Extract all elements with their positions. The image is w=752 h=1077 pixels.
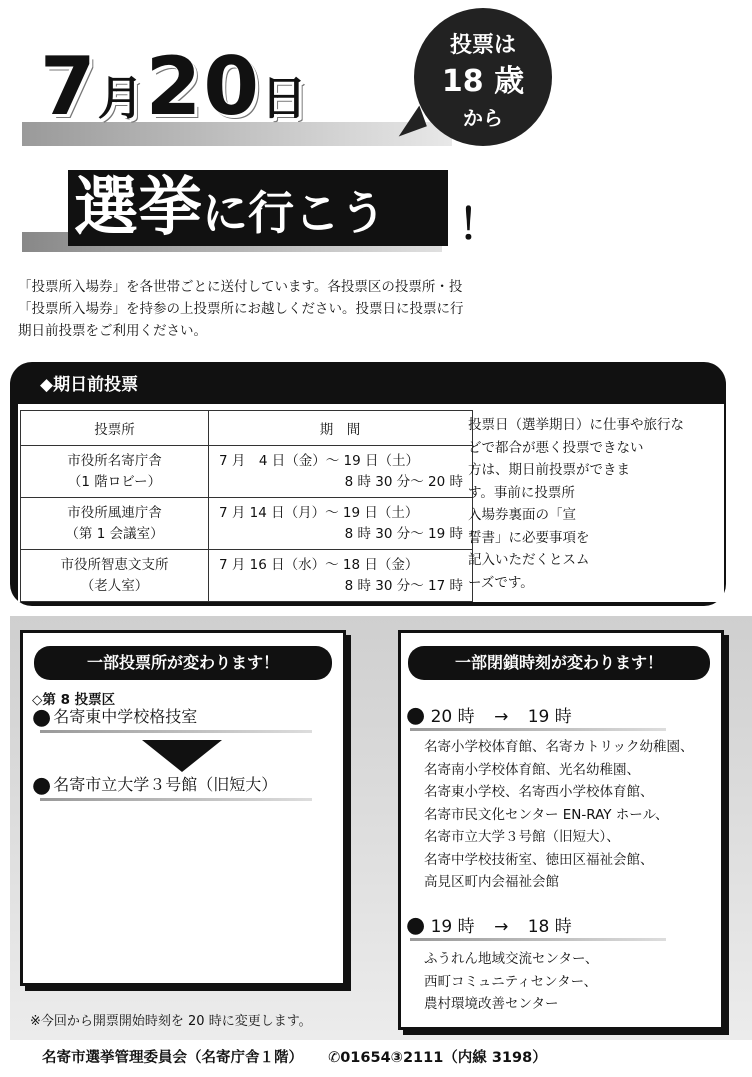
page-title: 選挙に行こう (74, 171, 386, 245)
early-voting-heading: ◆期日前投票 (40, 375, 139, 395)
arrow-down-icon (142, 740, 222, 772)
underline (40, 798, 312, 801)
venues-list-1: 名寄小学校体育館、名寄カトリック幼稚園、 名寄南小学校体育館、光名幼稚園、 名寄東小学校、名寄西小学校体育館、 名寄市民文化センター EN-RAY ホール、 名寄市立大学３号館（旧短大）、 名寄中学校技術室、徳田区福祉会館、 高見区町内会福祉会館 (424, 739, 694, 890)
table-row: 市役所風連庁舎 （第 1 会議室） 7 月 14 日（月）～ 19 日（土） 8 時 30 分～ 19 時 (21, 498, 473, 550)
title-exclamation: ！ (458, 200, 501, 249)
time-change-2: ● 19 時 → 18 時 (406, 913, 572, 938)
footer-contact: 名寄市選挙管理委員会（名寄庁舎１階） ✆01654③2111（内線 3198） (42, 1050, 547, 1066)
time-change-title: 一部閉鎖時刻が変わります！ (408, 646, 710, 680)
table-header-row (21, 411, 473, 446)
col-period: 期 間 (209, 411, 473, 446)
underline (410, 938, 666, 941)
intro-text: 「投票所入場券」を各世帯ごとに送付しています。各投票区の投票所・投 「投票所入場券」を持参の上投票所にお越しください。投票日に投票に行 期日前投票をご利用ください。 (18, 279, 464, 339)
table-row: 市役所智恵文支所 （老人室） 7 月 16 日（水）～ 18 日（金） 8 時 30 分～ 17 時 (21, 550, 473, 602)
place-change-title: 一部投票所が変わります！ (34, 646, 332, 680)
footnote: ※今回から開票開始時刻を 20 時に変更します。 (30, 1014, 312, 1029)
early-voting-note: 投票日（選挙期日）に仕事や旅行な どで都合が悪く投票できない 方は、期日前投票ができま す。事前に投票所 入場券裏面の「宣 誓書」に必要事項を 記入いただくとスム ーズです。 (468, 417, 684, 591)
underline (410, 728, 666, 731)
underline (40, 730, 312, 733)
place-change-box (20, 630, 346, 986)
early-voting-table (20, 410, 473, 602)
phone-icon: ✆ (328, 1050, 341, 1066)
col-place: 投票所 (21, 411, 209, 446)
ward-label: ◇第 8 投票区 (32, 692, 116, 708)
age-bubble: 投票は 18 歳 から (414, 8, 552, 146)
new-polling-place: ● 名寄市立大学３号館（旧短大） (32, 773, 278, 798)
table-row: 市役所名寄庁舎 （1 階ロビー） 7 月 4 日（金）～ 19 日（土） 8 時 30 分～ 20 時 (21, 446, 473, 498)
time-change-1: ● 20 時 → 19 時 (406, 703, 572, 728)
election-date: 7月20日 (40, 40, 309, 133)
old-polling-place: ● 名寄東中学校格技室 (32, 705, 198, 730)
venues-list-2: ふうれん地域交流センター、 西町コミュニティセンター、 農村環境改善センター (424, 951, 599, 1012)
